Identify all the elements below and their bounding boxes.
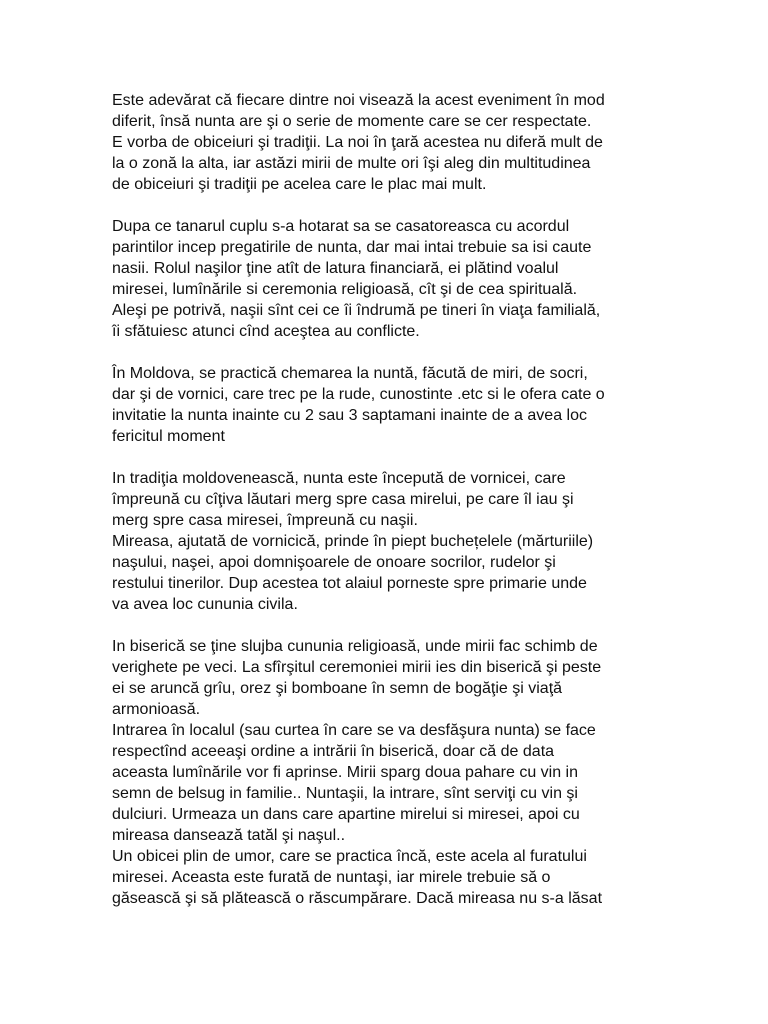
document-page [112,90,672,909]
paragraph-7 [112,720,672,846]
text-line: În Moldova, se practică chemarea la nuntă, făcută de miri, de socri, [112,365,588,382]
text-line: găsească şi să plătească o răscumpărare. Dacă mireasa nu s-a lăsat [112,890,603,907]
text-line: aceasta lumînările vor fi aprinse. Mirii sparg doua pahare cu vin in [112,764,579,781]
text-line: Aleşi pe potrivă, naşii sînt cei ce îi îndrumă pe tineri în viaţa familială, [112,302,601,319]
text-line: verighete pe veci. La sfîrşitul ceremoniei mirii ies din biserică şi peste [112,659,602,676]
paragraph-4 [112,468,672,531]
text-line: fericitul moment [112,428,225,445]
paragraph-1 [112,90,672,195]
text-line: armonioasă. [112,701,201,718]
text-line: Mireasa, ajutată de vornicică, prinde în piept buchețelele (mărturiile) [112,533,594,550]
text-line: Intrarea în localul (sau curtea în care se va desfăşura nunta) se face [112,722,596,739]
text-line: împreună cu cîţiva lăutari merg spre casa mirelui, pe care îl iau şi [112,491,574,508]
text-line: naşului, naşei, apoi domnişoarele de onoare socrilor, rudelor şi [112,554,556,571]
text-line: Este adevărat că fiecare dintre noi visează la acest eveniment în mod [112,92,605,109]
text-line: la o zonă la alta, iar astăzi mirii de multe ori îşi aleg din multitudinea [112,155,591,172]
text-line: Dupa ce tanarul cuplu s-a hotarat sa se casatoreasca cu acordul [112,218,570,235]
text-line: respectînd aceeaşi ordine a intrării în biserică, doar că de data [112,743,555,760]
text-line: diferit, însă nunta are şi o serie de momente care se cer respectate. [112,113,592,130]
text-line: îi sfătuiesc atunci cînd aceştea au conflicte. [112,323,420,340]
paragraph-2 [112,216,672,342]
text-line: miresei. Aceasta este furată de nuntaşi, iar mirele trebuie să o [112,869,551,886]
text-line: In biserică se ţine slujba cununia religioasă, unde mirii fac schimb de [112,638,598,655]
text-line: merg spre casa miresei, împreună cu naşii. [112,512,418,529]
text-line: Un obicei plin de umor, care se practica încă, este acela al furatului [112,848,587,865]
text-line: In tradiţia moldovenească, nunta este începută de vornicei, care [112,470,566,487]
text-line: invitatie la nunta inainte cu 2 sau 3 saptamani inainte de a avea loc [112,407,587,424]
text-line: va avea loc cununia civila. [112,596,298,613]
paragraph-8 [112,846,672,909]
text-line: parintilor incep pregatirile de nunta, dar mai intai trebuie sa isi caute [112,239,592,256]
text-line: E vorba de obiceiuri şi tradiţii. La noi în ţară acestea nu diferă mult de [112,134,603,151]
text-line: mireasa dansează tatăl şi naşul.. [112,827,346,844]
text-line: miresei, lumînările si ceremonia religioasă, cît şi de cea spirituală. [112,281,578,298]
text-line: nasii. Rolul naşilor ţine atît de latura financiară, ei plătind voalul [112,260,559,277]
paragraph-5 [112,531,672,615]
text-line: semn de belsug in familie.. Nuntaşii, la intrare, sînt serviţi cu vin şi [112,785,578,802]
text-line: dulciuri. Urmeaza un dans care apartine mirelui si miresei, apoi cu [112,806,580,823]
text-line: de obiceiuri şi tradiţii pe acelea care le plac mai mult. [112,176,487,193]
text-line: dar şi de vornici, care trec pe la rude, cunostinte .etc si le ofera cate o [112,386,605,403]
text-line: restului tinerilor. Dup acestea tot alaiul porneste spre primarie unde [112,575,587,592]
text-line: ei se aruncă grîu, orez şi bomboane în semn de bogăţie şi viaţă [112,680,563,697]
paragraph-3 [112,363,672,447]
paragraph-6 [112,636,672,720]
